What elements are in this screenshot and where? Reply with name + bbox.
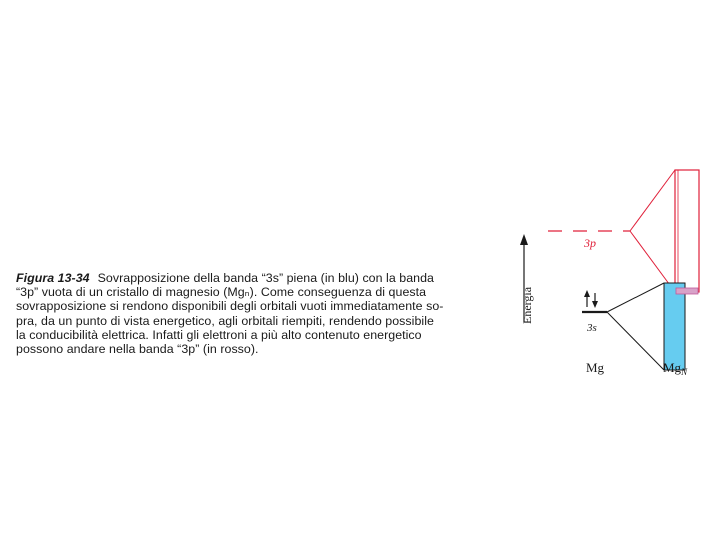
caption-text-1: Sovrapposizione della banda “3s” piena (in blu) con la banda [97, 271, 435, 285]
electron-spin-down-head [592, 301, 598, 308]
caption-line-3: sovrapposizione si rendono disponibili degli orbitali vuoti immediatamente so- [16, 299, 444, 314]
crystal-label-main: Mg [663, 360, 682, 375]
crystal-label-subscript: N [681, 367, 688, 377]
band-3s [664, 283, 685, 370]
electron-spin-up-head [584, 290, 590, 297]
band-3s-fan-top [607, 283, 664, 312]
atom-label: Mg [586, 360, 605, 375]
caption-line-5: la conducibilità elettrica. Infatti gli elettroni a più alto contenuto energetico [16, 327, 422, 342]
band-3s-fan-bottom [607, 312, 664, 370]
caption-line-2: “3p” vuota di un cristallo di magnesio (Mgₙ). Come conseguenza di questa [16, 285, 427, 300]
band-3p [675, 170, 699, 292]
figure-label: Figura 13-34 [16, 271, 90, 285]
energy-axis-label: Energia [520, 286, 534, 324]
caption-line-6: possono andare nella banda “3p” (in rosso). [16, 342, 259, 357]
level-3s-label: 3s [587, 322, 597, 334]
level-3p-label: 3p [584, 236, 596, 250]
band-overlap [676, 288, 698, 294]
caption-line-4: pra, da un punto di vista energetico, agli orbitali riempiti, rendendo possibile [16, 313, 434, 328]
band-3p-fan-top [630, 170, 675, 231]
energy-axis-arrowhead [520, 234, 528, 245]
